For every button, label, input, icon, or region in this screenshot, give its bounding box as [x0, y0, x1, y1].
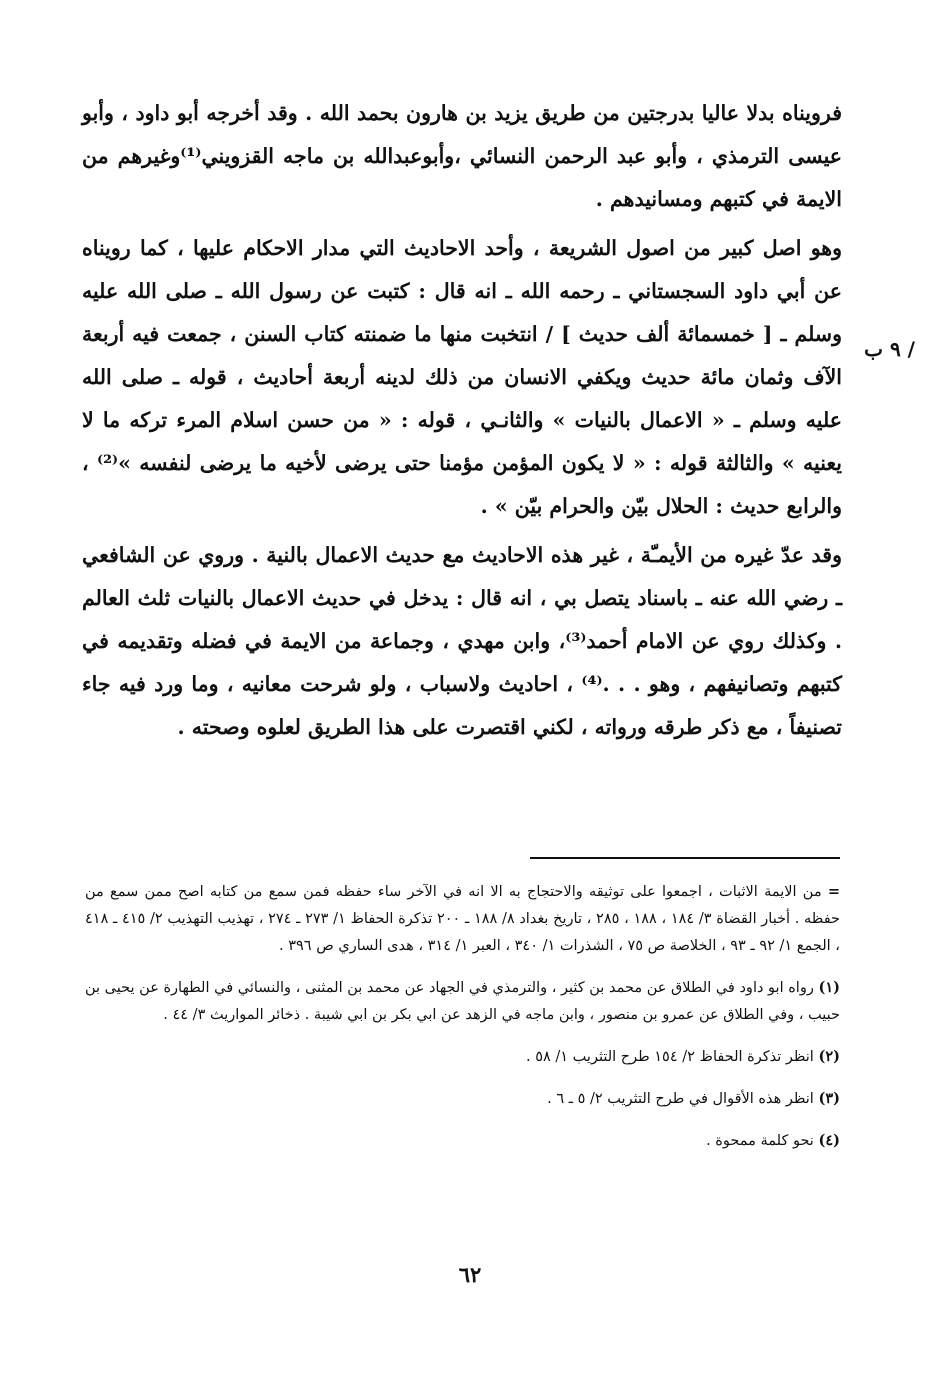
footnote-marker: (٢) — [818, 1048, 840, 1065]
footnote — [85, 1085, 840, 1113]
footnote — [85, 878, 840, 960]
main-text — [82, 92, 842, 755]
paragraph: وقد عدّ غيره من الأيمـّة ، غير هذه الاحاديث مع حديث الاعمال بالنية . وروي عن الشافعي ـ رضي الله عنه ـ باسناد يتصل بي ، انه قال : يدخل في حديث الاعمال بالنيات ثلث العالم . وكذلك روي عن الامام أحمد⁽³⁾، وابن مهدي ، وجماعة من الايمة في فضله وتقديمه في كتبهم وتصانيفهم ، وهو . . .⁽⁴⁾ ، احاديث ولاسباب ، ولو شرحت معانيه ، وما ورد فيه جاء تصنيفاً ، مع ذكر طرقه ورواته ، لكني اقتصرت على هذا الطريق لعلوه وصحته . — [82, 543, 842, 739]
footnote — [85, 1127, 840, 1155]
footnote-text: انظر هذه الأقوال في طرح التثريب ٢/ ٥ ـ ٦ . — [547, 1091, 814, 1107]
footnote-text: رواه ابو داود في الطلاق عن محمد بن كثير ، والترمذي في الجهاد عن محمد بن المثنى ، والنسائي في الطهارة عن يحيى بن حبيب ، وفي الطلاق عن عمرو بن منصور ، وابن ماجه في الزهد عن ابي بكر بن ابي شيبة . ذخائر المواريث ٣/ ٤٤ . — [85, 980, 840, 1023]
paragraph: فرويناه بدلا عاليا بدرجتين من طريق يزيد بن هارون بحمد الله . وقد أخرجه أبو داود ، وأبو عيسى الترمذي ، وأبو عبد الرحمن النسائي ،وأبوعبدالله بن ماجه القزويني⁽¹⁾وغيرهم من الايمة في كتبهم ومسانيدهم . — [82, 101, 842, 211]
footnote-divider — [530, 857, 840, 859]
footnote-text: نحو كلمة ممحوة . — [706, 1133, 814, 1149]
footnote-text: من الايمة الاثبات ، اجمعوا على توثيقه والاحتجاج به الا انه في الآخر ساء حفظه فمن سمع من كتابه اصح ممن سمع من حفظه . أخبار القضاة ٣/ ١٨٤ ، ١٨٨ ، ٢٨٥ ، تاريخ بغداد ٨/ ١٨٨ ـ ٢٠٠ تذكرة الحفاظ ١/ ٢٧٣ ـ ٢٧٤ ، تهذيب التهذيب ٢/ ٤١٥ ـ ٤١٨ ، الجمع ١/ ٩٢ ـ ٩٣ ، الخلاصة ص ٧٥ ، الشذرات ١/ ٣٤٠ ، العبر ١/ ٣١٤ ، هدى الساري ص ٣٩٦ . — [85, 884, 841, 954]
margin-folio-note: / ٩ ب — [864, 337, 915, 361]
footnote — [85, 1043, 840, 1071]
footnote-marker: = — [827, 883, 841, 900]
footnote-marker: (٣) — [818, 1090, 840, 1107]
footnote-marker: (١) — [818, 979, 841, 996]
page-number: ٦٢ — [458, 1262, 482, 1287]
footnote — [85, 974, 840, 1029]
footnote-marker: (٤) — [818, 1132, 840, 1149]
paragraph: وهو اصل كبير من اصول الشريعة ، وأحد الاحاديث التي مدار الاحكام عليها ، كما رويناه عن أبي داود السجستاني ـ رحمه الله ـ انه قال : كتبت عن رسول الله ـ صلى الله عليه وسلم ـ [ خمسمائة ألف حديث ] / انتخبت منها ما ضمنته كتاب السنن ، جمعت فيه أربعة الآف وثمان مائة حديث ويكفي الانسان من ذلك لدينه أربعة أحاديث ، قوله ـ صلى الله عليه وسلم ـ « الاعمال بالنيات » والثانـي ، قوله : « من حسن اسلام المرء تركه ما لا يعنيه » والثالثة قوله : « لا يكون المؤمن مؤمنا حتى يرضى لأخيه ما يرضى لنفسه »⁽²⁾ ، والرابع حديث : الحلال بيّن والحرام بيّن » . — [82, 236, 842, 518]
footnote-text: انظر تذكرة الحفاظ ٢/ ١٥٤ طرح التثريب ١/ ٥٨ . — [525, 1049, 814, 1065]
footnotes — [85, 878, 840, 1169]
